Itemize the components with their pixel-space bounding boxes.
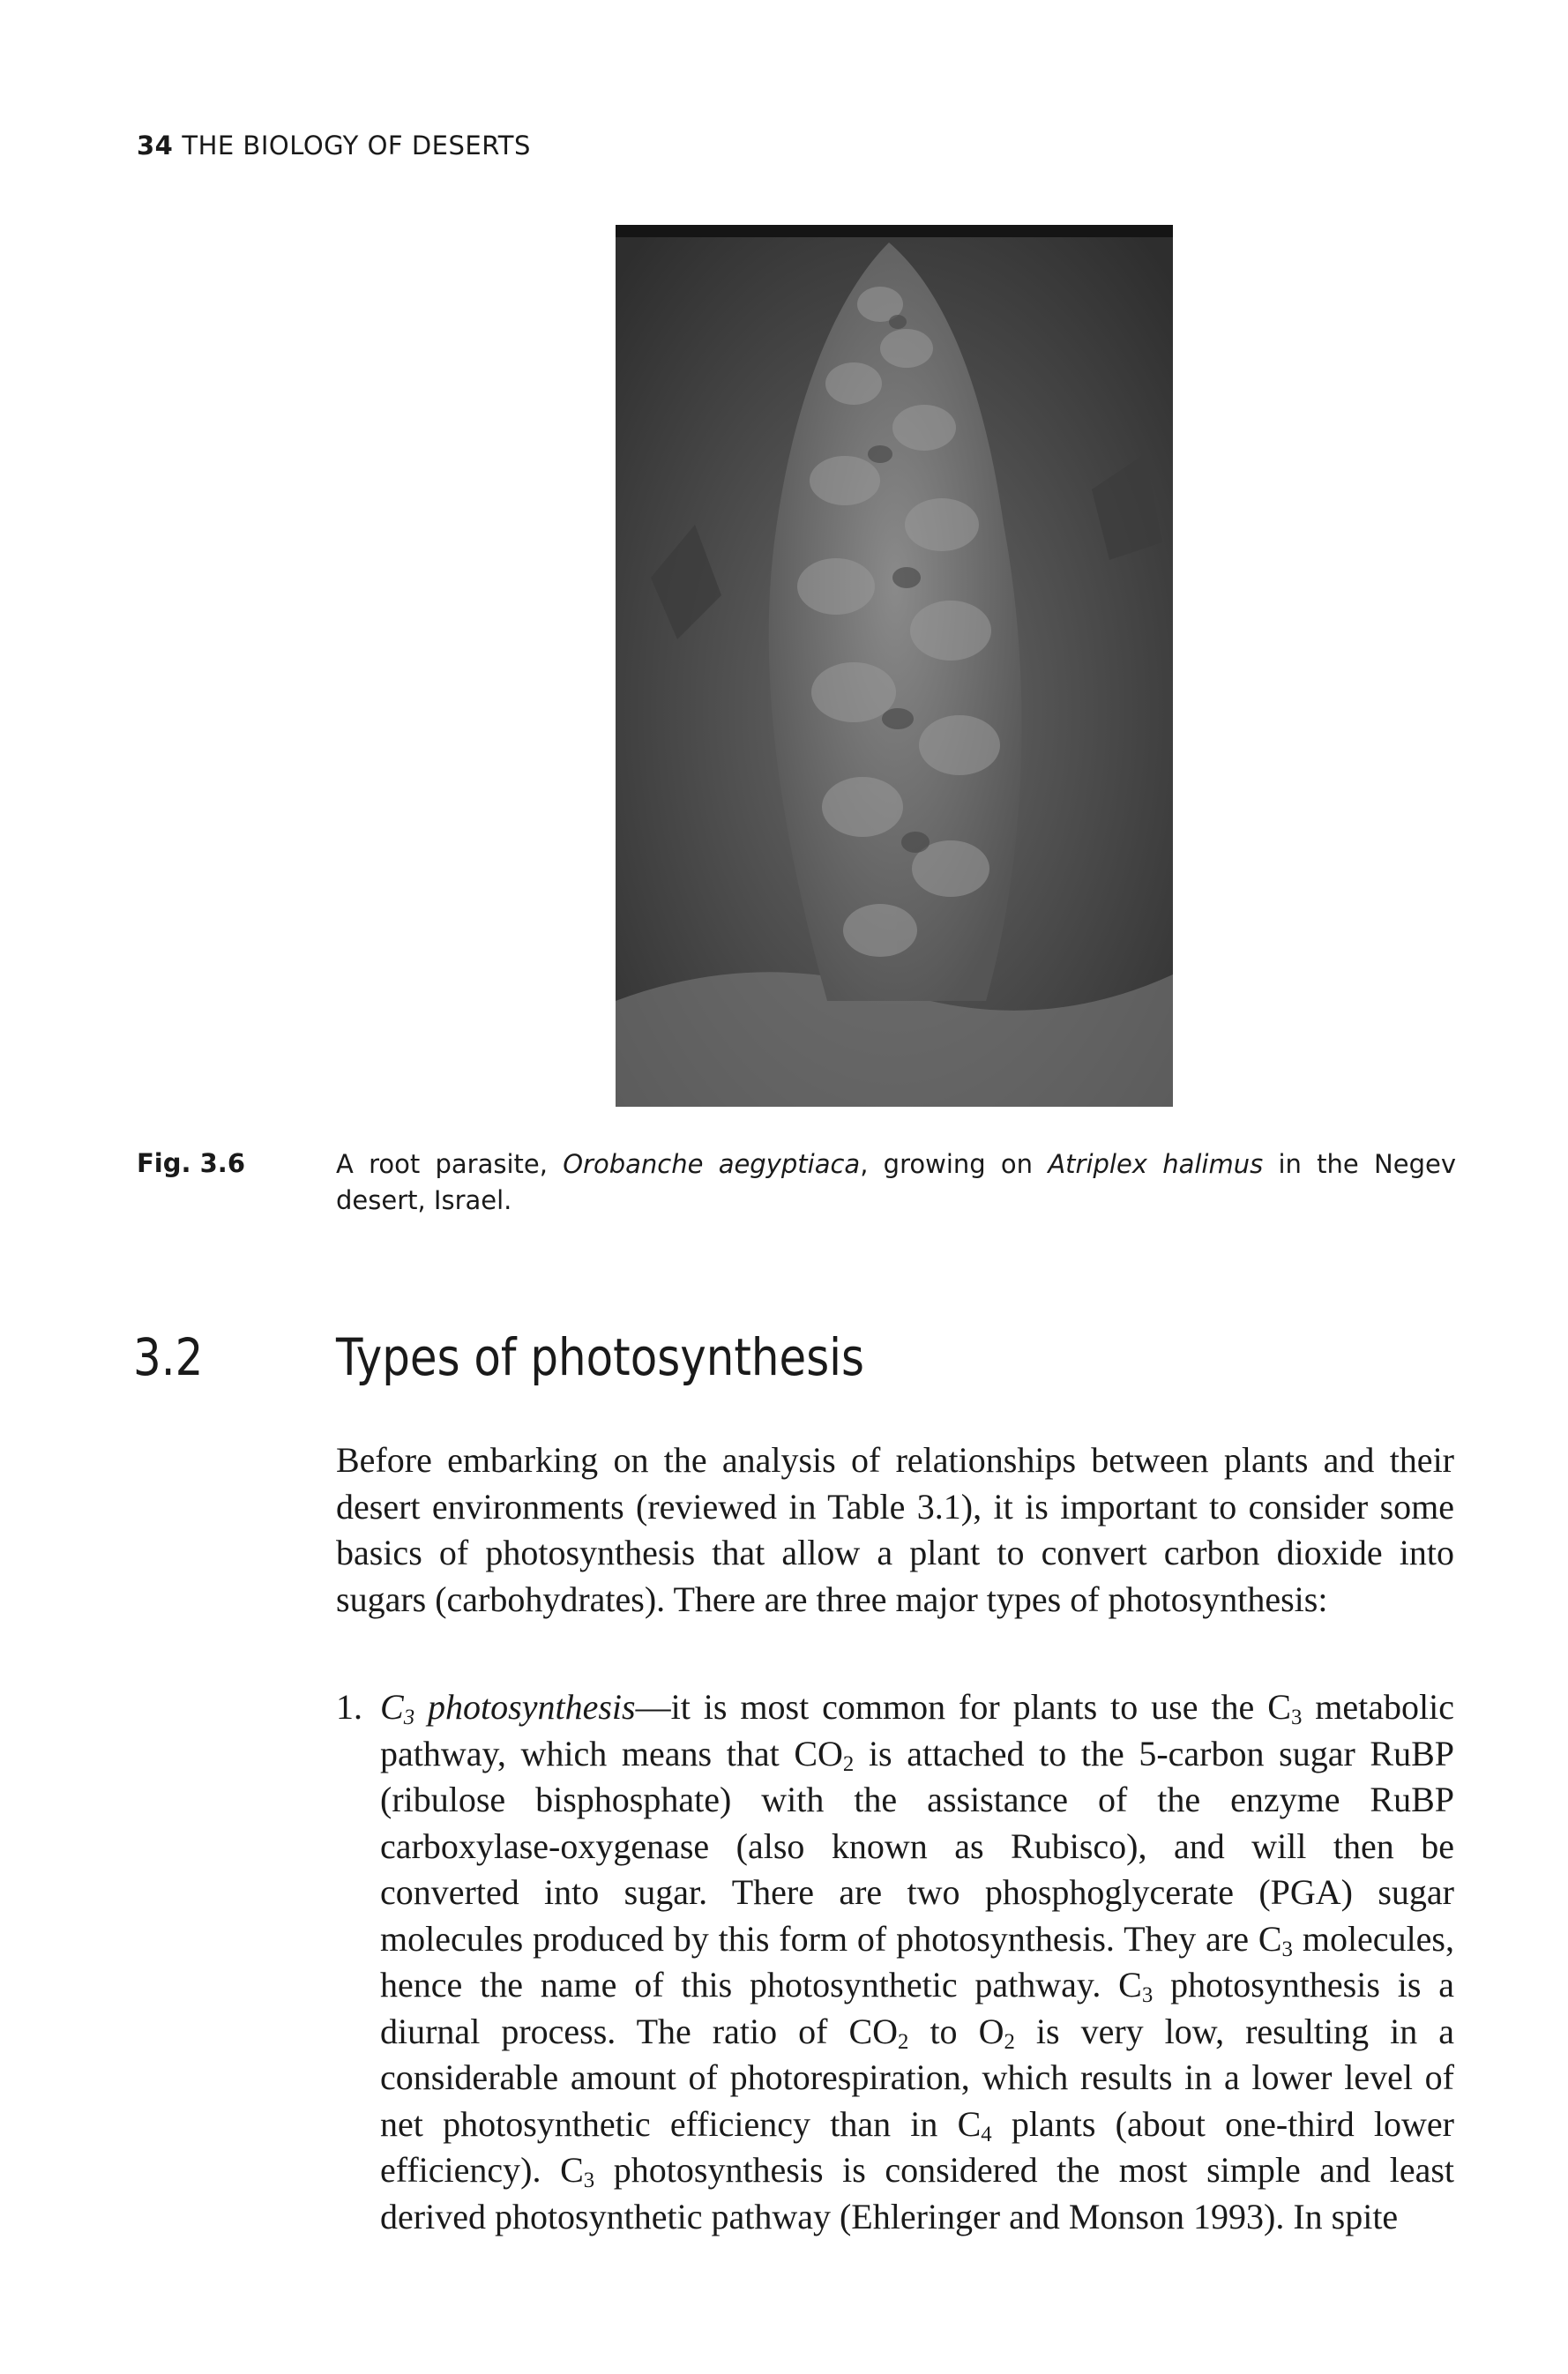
text: photosynthesis is considered the most simple and least derived photosynthetic pathway (Ehleringer and Monson 1993). In spite [380, 2150, 1455, 2236]
subscript: 4 [981, 2122, 992, 2146]
figure-label: Fig. 3.6 [137, 1148, 245, 1178]
figure-photo [616, 225, 1173, 1107]
list-item [336, 1684, 1454, 2240]
term-letter: C [380, 1687, 404, 1727]
term-rest: photosynthesis [414, 1687, 636, 1727]
photosynthesis-types-list [336, 1684, 1454, 2240]
plant-photo-illustration [616, 225, 1173, 1107]
running-head-title: THE BIOLOGY OF DESERTS [182, 131, 531, 161]
subscript: 3 [583, 2169, 595, 2193]
text: photosynthesis is a diurnal process. The ratio of CO [380, 1965, 1454, 2051]
caption-text: , growing on [860, 1149, 1049, 1179]
text: molecules, hence the name of this photosynthetic pathway. C [380, 1918, 1454, 2004]
text: metabolic pathway, which means that CO [380, 1687, 1455, 1773]
caption-text: in the Negev desert, Israel. [336, 1149, 1456, 1215]
section-number: 3.2 [133, 1327, 204, 1387]
subscript: 2 [842, 1751, 855, 1776]
text: plants (about one-third lower efficiency). C [380, 2103, 1454, 2190]
caption-species: Atriplex halimus [1048, 1149, 1264, 1179]
list-item-number: 1. [336, 1687, 362, 1727]
caption-text: A root parasite, [336, 1149, 564, 1179]
subscript: 3 [1290, 1706, 1303, 1730]
section-title: Types of photosynthesis [336, 1327, 865, 1387]
list-item-term [380, 1687, 636, 1730]
text: is attached to the 5-carbon sugar RuBP (ribulose bisphosphate) with the assistance of the enzyme RuBP carboxylase-oxygenase (also known as Rubisco), and will then be converted into sugar. There are two phosphoglycerate (PGA) sugar molecules produced by this form of photosynthesis. They are C [380, 1733, 1454, 1959]
text: —it is most common for plants to use the C [635, 1687, 1291, 1727]
subscript: 3 [1281, 1937, 1293, 1961]
subscript: 3 [1141, 1983, 1154, 2008]
subscript: 2 [898, 2029, 909, 2054]
intro-paragraph: Before embarking on the analysis of relationships between plants and their desert environments (reviewed in Table 3.1), it is important to consider some basics of photosynthesis that allow a plant to convert carbon dioxide into sugars (carbohydrates). There are three major types of photosynthesis: [336, 1440, 1454, 1619]
caption-species: Orobanche aegyptiaca [563, 1149, 861, 1179]
text: is very low, resulting in a considerable amount of photorespiration, which results in a lower level of net photosynthetic efficiency than in C [380, 2011, 1454, 2144]
page-number: 34 [137, 131, 174, 161]
running-head [137, 131, 531, 161]
subscript: 3 [403, 1706, 415, 1730]
figure-caption [336, 1146, 1456, 1219]
subscript: 2 [1004, 2029, 1015, 2054]
text: to O [908, 2011, 1004, 2051]
